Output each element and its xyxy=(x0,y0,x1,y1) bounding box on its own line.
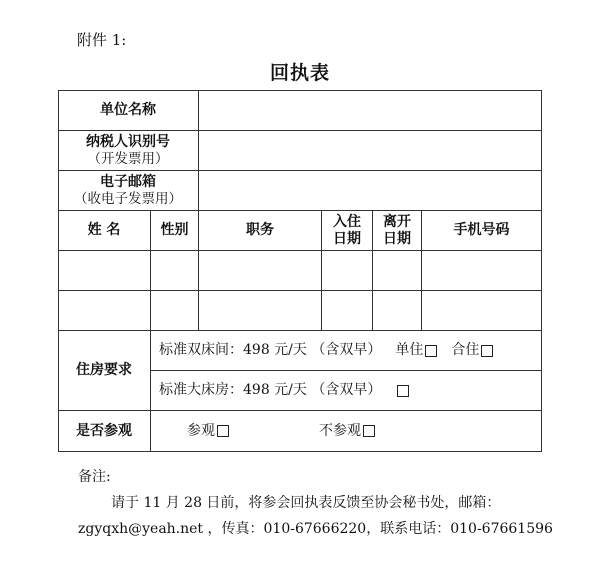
single-occupy-checkbox[interactable] xyxy=(425,345,437,357)
taxpayer-id-field[interactable] xyxy=(199,131,541,170)
notes-line-1: 请于 11 月 28 日前，将参会回执表反馈至协会秘书处，邮箱： xyxy=(111,495,501,511)
taxpayer-id-note: （开发票用） xyxy=(87,150,169,167)
single-occupy-label: 单住 xyxy=(395,342,424,358)
notes-line-2: zgyqxh@yeah.net ，传真：010-67666220，联系电话：010-67661596 xyxy=(78,521,553,537)
unit-name-field[interactable] xyxy=(199,91,541,130)
attachment-label: 附件 1: xyxy=(77,31,127,49)
twin-room-option xyxy=(151,331,541,370)
col-gender-header: 性别 xyxy=(160,222,189,238)
visit-options xyxy=(151,411,569,451)
twin-room-text: 标准双床间：498 元/天 （含双早） xyxy=(159,342,382,358)
taxpayer-id-title: 纳税人识别号 xyxy=(86,133,170,150)
shared-occupy-checkbox[interactable] xyxy=(481,345,493,357)
visit-yes-label: 参观 xyxy=(187,422,215,439)
col-phone-header: 手机号码 xyxy=(453,222,510,238)
visit-no-checkbox[interactable] xyxy=(363,425,375,437)
attendee-row-2[interactable] xyxy=(58,291,541,330)
visit-yes-checkbox[interactable] xyxy=(217,425,229,437)
visit-label: 是否参观 xyxy=(76,422,132,439)
king-room-option xyxy=(151,371,541,410)
col-checkin-header: 入住 日期 xyxy=(333,213,361,247)
col-checkout-header: 离开 日期 xyxy=(383,213,411,247)
housing-label: 住房要求 xyxy=(76,362,132,378)
notes-label: 备注: xyxy=(78,469,111,485)
shared-occupy-label: 合住 xyxy=(451,342,480,358)
king-room-text: 标准大床房：498 元/天 （含双早） xyxy=(159,382,382,398)
col-position-header: 职务 xyxy=(246,222,274,238)
king-room-checkbox[interactable] xyxy=(397,385,409,397)
attendee-row-1[interactable] xyxy=(58,251,541,290)
visit-no-label: 不参观 xyxy=(319,422,361,439)
email-label xyxy=(58,171,198,210)
taxpayer-id-label xyxy=(58,131,198,170)
email-field[interactable] xyxy=(199,171,541,210)
unit-name-label: 单位名称 xyxy=(100,102,156,118)
email-title: 电子邮箱 xyxy=(100,173,156,190)
col-name-header: 姓 名 xyxy=(87,222,121,238)
page-title: 回执表 xyxy=(269,62,330,84)
email-note: （收电子发票用） xyxy=(74,190,182,207)
